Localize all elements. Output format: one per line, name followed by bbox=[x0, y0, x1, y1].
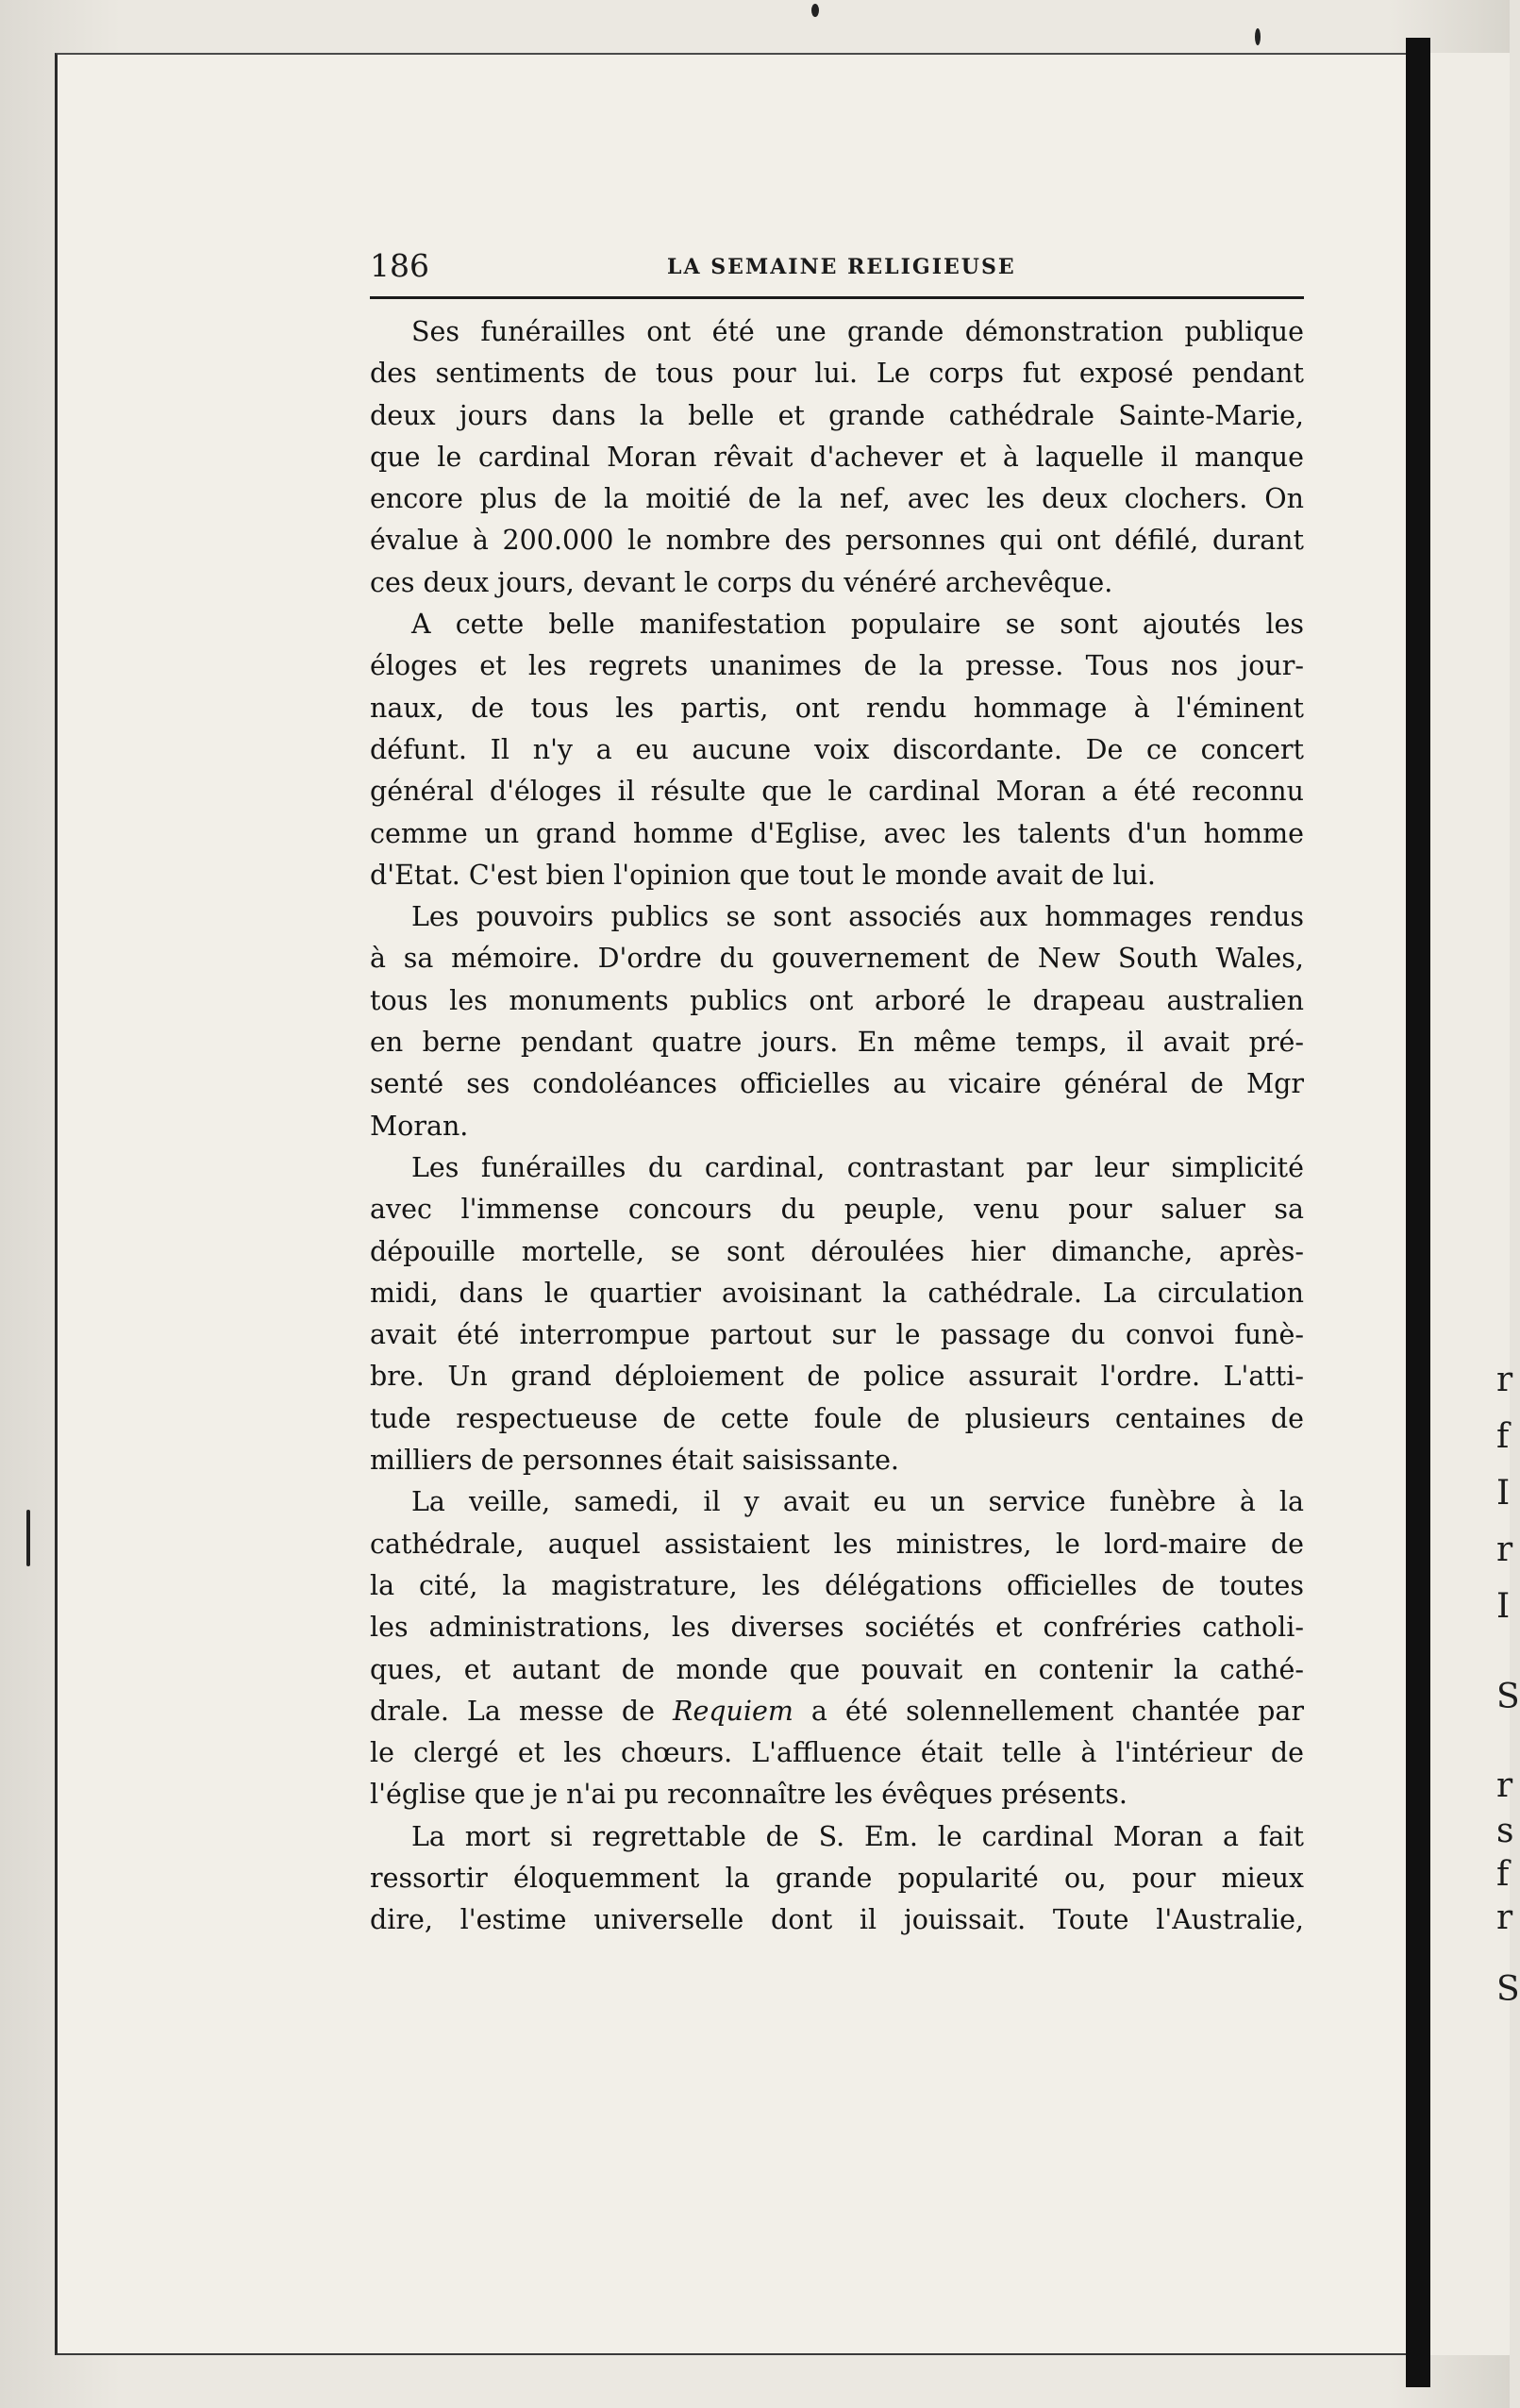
text-line: senté ses condoléances officielles au vicaire général de Mgr bbox=[370, 1068, 1304, 1100]
text-line: naux, de tous les partis, ont rendu hommage à l'éminent bbox=[370, 692, 1304, 724]
text-line: Les funérailles du cardinal, contrastant par leur simplicité bbox=[411, 1151, 1304, 1183]
text-line: Les pouvoirs publics se sont associés aux hommages rendus bbox=[411, 901, 1304, 933]
text-line: A cette belle manifestation populaire se sont ajoutés les bbox=[411, 609, 1304, 641]
paragraph bbox=[370, 604, 1304, 896]
adjacent-page-letter: r bbox=[1496, 1361, 1513, 1399]
scan-speck bbox=[811, 4, 819, 17]
text-line: Moran. bbox=[370, 1110, 469, 1142]
page-number: 186 bbox=[370, 247, 429, 284]
text-line: deux jours dans la belle et grande cathédrale Sainte-Marie, bbox=[370, 399, 1304, 431]
text-line: tude respectueuse de cette foule de plusieurs centaines de bbox=[370, 1402, 1304, 1434]
text-line: des sentiments de tous pour lui. Le corps fut exposé pendant bbox=[370, 358, 1304, 390]
paragraph bbox=[370, 1147, 1304, 1481]
text-line: Ses funérailles ont été une grande démonstration publique bbox=[411, 316, 1304, 347]
adjacent-page-letter: f bbox=[1496, 1855, 1510, 1894]
text-line: La veille, samedi, il y avait eu un service funèbre à la bbox=[411, 1486, 1304, 1518]
text-line: encore plus de la moitié de la nef, avec les deux clochers. On bbox=[370, 483, 1304, 515]
requiem-italic: Requiem bbox=[672, 1695, 793, 1727]
text-line: l'église que je n'ai pu reconnaître les évêques présents. bbox=[370, 1779, 1127, 1811]
text-line: La mort si regrettable de S. Em. le cardinal Moran a fait bbox=[411, 1820, 1304, 1852]
text-line: évalue à 200.000 le nombre des personnes qui ont défilé, durant bbox=[370, 525, 1304, 557]
text-line: dire, l'estime universelle dont il jouissait. Toute l'Australie, bbox=[370, 1904, 1304, 1936]
page-gutter-shadow bbox=[1406, 38, 1430, 2387]
text-line: le clergé et les chœurs. L'affluence était telle à l'intérieur de bbox=[370, 1737, 1304, 1769]
paragraph bbox=[370, 1816, 1304, 1942]
text-fragment: drale. La messe de bbox=[370, 1695, 673, 1727]
text-line: d'Etat. C'est bien l'opinion que tout le monde avait de lui. bbox=[370, 859, 1156, 891]
scan-speck bbox=[1255, 28, 1261, 45]
text-line: cathédrale, auquel assistaient les ministres, le lord-maire de bbox=[370, 1528, 1304, 1560]
adjacent-page-edge bbox=[1430, 53, 1513, 2355]
text-line: les administrations, les diverses sociétés et confréries catholi- bbox=[370, 1612, 1304, 1644]
adjacent-page-letter: r bbox=[1496, 1530, 1513, 1569]
text-line: milliers de personnes était saisissante. bbox=[370, 1445, 899, 1477]
adjacent-page-letter: s bbox=[1496, 1812, 1514, 1850]
body-text bbox=[370, 311, 1304, 1942]
text-line: la cité, la magistrature, les délégations officielles de toutes bbox=[370, 1569, 1304, 1601]
adjacent-page-letter: I bbox=[1496, 1474, 1511, 1513]
text-line: avait été interrompue partout sur le passage du convoi funè- bbox=[370, 1319, 1304, 1351]
text-line: tous les monuments publics ont arboré le drapeau australien bbox=[370, 984, 1304, 1016]
text-line: cemme un grand homme d'Eglise, avec les talents d'un homme bbox=[370, 817, 1304, 849]
text-line: ques, et autant de monde que pouvait en contenir la cathé- bbox=[370, 1653, 1304, 1685]
running-head: LA SEMAINE RELIGIEUSE bbox=[667, 255, 1016, 279]
text-line: à sa mémoire. D'ordre du gouvernement de New South Wales, bbox=[370, 943, 1304, 975]
page-header bbox=[370, 243, 1304, 300]
text-line: que le cardinal Moran rêvait d'achever et à laquelle il manque bbox=[370, 441, 1304, 473]
adjacent-page-letter: r bbox=[1496, 1766, 1513, 1805]
text-line: en berne pendant quatre jours. En même temps, il avait pré- bbox=[370, 1027, 1304, 1059]
text-line: avec l'immense concours du peuple, venu pour saluer sa bbox=[370, 1194, 1304, 1226]
paragraph bbox=[370, 896, 1304, 1147]
header-rule bbox=[370, 296, 1304, 299]
text-line: éloges et les regrets unanimes de la presse. Tous nos jour- bbox=[370, 650, 1304, 682]
adjacent-page-letter: S bbox=[1496, 1970, 1520, 2009]
adjacent-page-letter: I bbox=[1496, 1587, 1511, 1626]
adjacent-page-letter: r bbox=[1496, 1898, 1513, 1937]
text-line: ressortir éloquemment la grande popularité ou, pour mieux bbox=[370, 1862, 1304, 1894]
text-line-requiem bbox=[370, 1691, 1304, 1732]
text-line: bre. Un grand déploiement de police assurait l'ordre. L'atti- bbox=[370, 1361, 1304, 1393]
paragraph bbox=[370, 311, 1304, 604]
adjacent-page-letter: S bbox=[1496, 1678, 1520, 1716]
text-fragment: a été solennellement chantée par bbox=[793, 1695, 1304, 1727]
scan-speck bbox=[26, 1510, 30, 1566]
adjacent-page-letter: f bbox=[1496, 1417, 1510, 1456]
text-line: midi, dans le quartier avoisinant la cathédrale. La circulation bbox=[370, 1277, 1304, 1309]
text-line: dépouille mortelle, se sont déroulées hier dimanche, après- bbox=[370, 1235, 1304, 1267]
text-line: général d'éloges il résulte que le cardinal Moran a été reconnu bbox=[370, 776, 1304, 808]
text-line: défunt. Il n'y a eu aucune voix discordante. De ce concert bbox=[370, 733, 1304, 765]
text-line: ces deux jours, devant le corps du vénéré archevêque. bbox=[370, 566, 1113, 598]
paragraph bbox=[370, 1481, 1304, 1815]
